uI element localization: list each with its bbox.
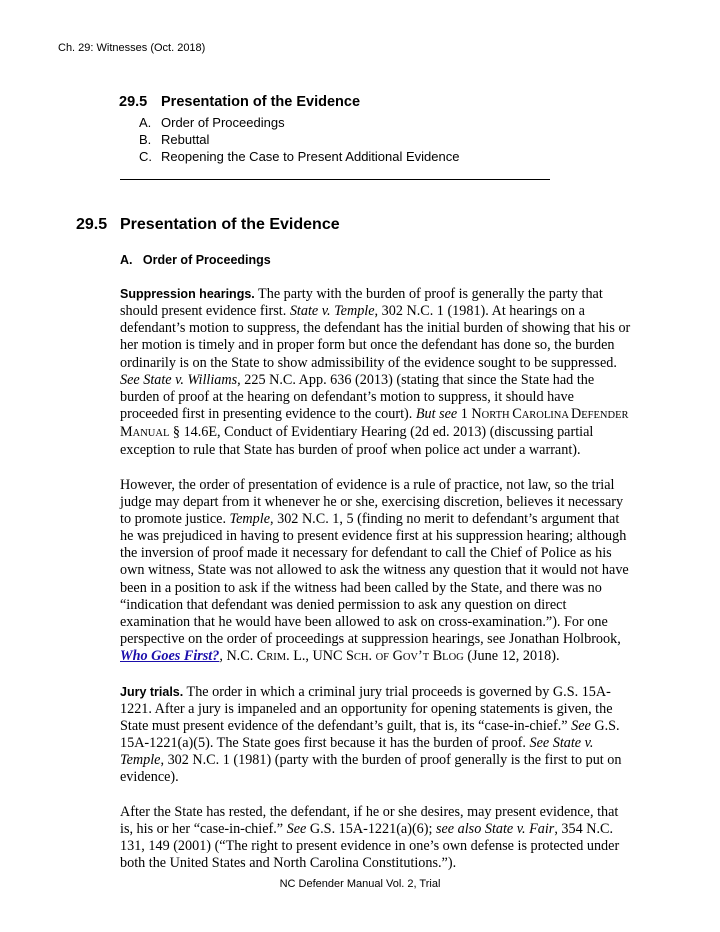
toc-item-label: Order of Proceedings — [161, 115, 285, 130]
manual-title-small-caps: NORTH CAROLINA DEFENDER MANUAL — [120, 406, 629, 441]
run-in-heading: Jury trials. — [120, 684, 184, 699]
toc-item — [119, 114, 459, 131]
toc-item-letter: C. — [139, 149, 152, 164]
case-citation: Temple — [229, 511, 271, 528]
signal-word: See — [571, 717, 591, 734]
paragraph-defendant-case-in-chief: After the State has rested, the defendant, if he or she desires, may present evidence, that is, his or her “case-in-chief.” See G.S. 15A-1221(a)(6); see also State v. Fair, 354 N.C. 131, 149 (2001) (“The right to present evidence in one’s own defense is protected under both the United States and North Carolina Constitutions.”). — [120, 803, 620, 872]
who-goes-first-link[interactable]: Who Goes First? — [120, 648, 220, 665]
body-text — [120, 286, 632, 889]
page-footer: NC Defender Manual Vol. 2, Trial — [279, 878, 441, 890]
toc-item-letter: A. — [139, 115, 152, 130]
section-heading — [76, 216, 340, 234]
toc-section-number: 29.5 — [119, 94, 148, 110]
toc-item — [119, 131, 459, 148]
paragraph-jury-trials: Jury trials. The order in which a criminal jury trial proceeds is governed by G.S. 15A-1221. After a jury is impaneled and an opportunity for opening statements is given, the State must present evidence of the defendant’s guilt, that is, its “case-in-chief.” See G.S. 15A-1221(a)(5). The State goes first because it has the burden of proof. See State v. Temple, 302 N.C. 1 (1981) (party with the burden of proof generally is the first to put on evidence). — [120, 683, 622, 786]
signal-word: But see — [415, 406, 458, 423]
running-header: Ch. 29: Witnesses (Oct. 2018) — [58, 42, 206, 54]
toc-item-letter: B. — [139, 132, 152, 147]
paragraph-order-of-presentation: However, the order of presentation of evidence is a rule of practice, not law, so the trial judge may depart from it whenever he or she, exercising discretion, believes it necessary to promote justice. Temple, 302 N.C. 1, 5 (finding no merit to defendant’s argument that he was prejudiced in having to present evidence first at his suppression hearing; although the inversion of proof made it necessary for defendant to call the Chief of Police as his own witness, State was not allowed to ask the witness any question that it would not have been in a position to ask if the witness had been called by the State, and there was no “indication that defendant was denied permission to ask any question on direct examination that he would have been allowed to ask on cross-examination.”). For one perspective on the order of proceedings at suppression hearings, see Jonathan Holbrook, Who Goes First?, N.C. CRIM. L., UNC SCH. OF GOV’T BLOG (June 12, 2018). — [120, 476, 629, 665]
subsection-heading: A. Order of Proceedings — [120, 253, 271, 267]
case-citation: See State v. Williams — [120, 371, 238, 388]
case-citation: State v. Temple — [289, 303, 375, 320]
paragraph-suppression-hearings: Suppression hearings. The party with the burden of proof is generally the party that should present evidence first. State v. Temple, 302 N.C. 1 (1981). At hearings on a defendant’s motion to suppress, the defendant has the initial burden of showing that his or her motion is timely and in proper form but once the defendant has done so, the burden ordinarily is on the State to show admissibility of the evidence sought to be suppressed. See State v. Williams, 225 N.C. App. 636 (2013) (stating that since the State had the burden of proof at the hearing on defendant’s motion to suppress, it should have proceeded first in presenting evidence to the court). But see 1 NORTH CAROLINA DEFENDER MANUAL § 14.6E, Conduct of Evidentiary Hearing (2d ed. 2013) (discussing partial exception to rule that State has burden of proof when police act under a warrant). — [120, 286, 631, 459]
toc-section-title: Presentation of the Evidence — [161, 94, 361, 110]
case-citation: See State v. Temple — [120, 735, 594, 769]
table-of-contents — [119, 94, 459, 165]
toc-item-label: Reopening the Case to Present Additional Evidence — [161, 149, 460, 164]
case-citation: see also State v. Fair — [435, 820, 555, 837]
section-number: 29.5 — [76, 216, 108, 233]
signal-word: See — [286, 820, 307, 837]
section-title: Presentation of the Evidence — [120, 216, 340, 233]
toc-item — [119, 148, 459, 165]
run-in-heading: Suppression hearings. — [120, 287, 255, 301]
toc-title — [119, 94, 459, 110]
toc-item-label: Rebuttal — [161, 132, 210, 147]
toc-divider — [120, 179, 550, 180]
blog-name-small-caps: CRIM. L., UNC SCH. OF GOV’T BLOG — [256, 648, 464, 665]
